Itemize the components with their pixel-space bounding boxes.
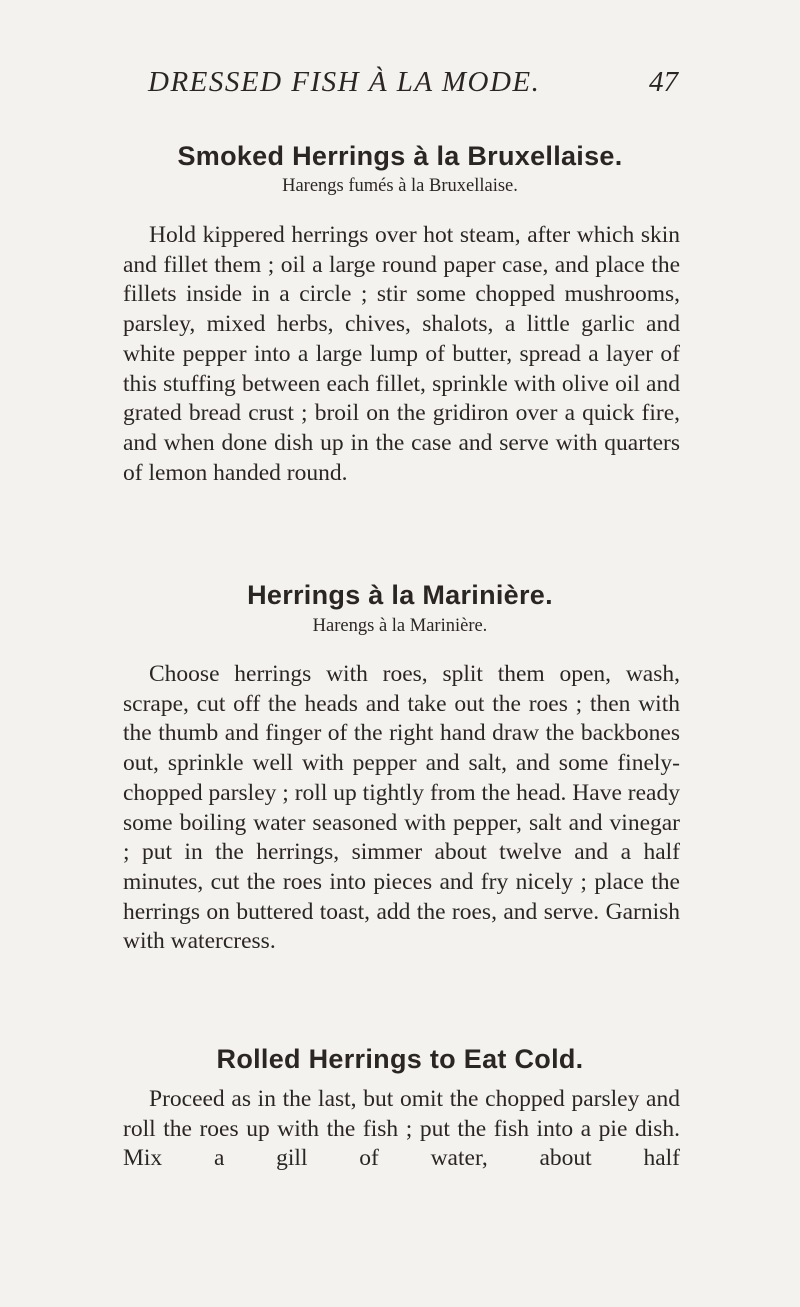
recipe-subtitle-bruxellaise: Harengs fumés à la Bruxellaise. bbox=[282, 176, 518, 196]
recipe-body-bruxellaise: Hold kippered herrings over hot steam, after which skin and fillet them ; oil a large round paper case, and place the fillets inside in a circle ; stir some chopped mushrooms, parsley, mixed herbs, chives, shalots, a little garlic and white pepper into a large lump of butter, spread a layer of this stuffing between each fillet, sprinkle with olive oil and grated bread crust ; broil on the gridiron over a quick fire, and when done dish up in the case and serve with quarters of lemon handed round. bbox=[123, 222, 680, 486]
running-title: DRESSED FISH À LA MODE. bbox=[148, 66, 541, 98]
running-head bbox=[148, 66, 678, 106]
page-number: 47 bbox=[649, 66, 678, 98]
recipe-body-mariniere: Choose herrings with roes, split them open, wash, scrape, cut off the heads and take out the roes ; then with the thumb and finger of the right hand draw the backbones out, sprinkle well with pepper and salt, and some finely-chopped parsley ; roll up tightly from the head. Have ready some boiling water seasoned with pepper, salt and vinegar ; put in the herrings, simmer about twelve and a half minutes, cut the roes into pieces and fry nicely ; place the herrings on buttered toast, add the roes, and serve. Garnish with watercress. bbox=[123, 661, 680, 955]
recipe-subtitle-mariniere: Harengs à la Marinière. bbox=[312, 616, 488, 636]
recipe-body-rolled-herrings: Proceed as in the last, but omit the chopped parsley and roll the roes up with the fish ; put the fish into a pie dish. Mix a gill of water, about half bbox=[123, 1086, 680, 1172]
recipe-title-rolled-herrings: Rolled Herrings to Eat Cold. bbox=[216, 1044, 584, 1074]
recipe-title-bruxellaise: Smoked Herrings à la Bruxellaise. bbox=[177, 141, 623, 171]
recipe-title-mariniere: Herrings à la Marinière. bbox=[247, 580, 553, 610]
